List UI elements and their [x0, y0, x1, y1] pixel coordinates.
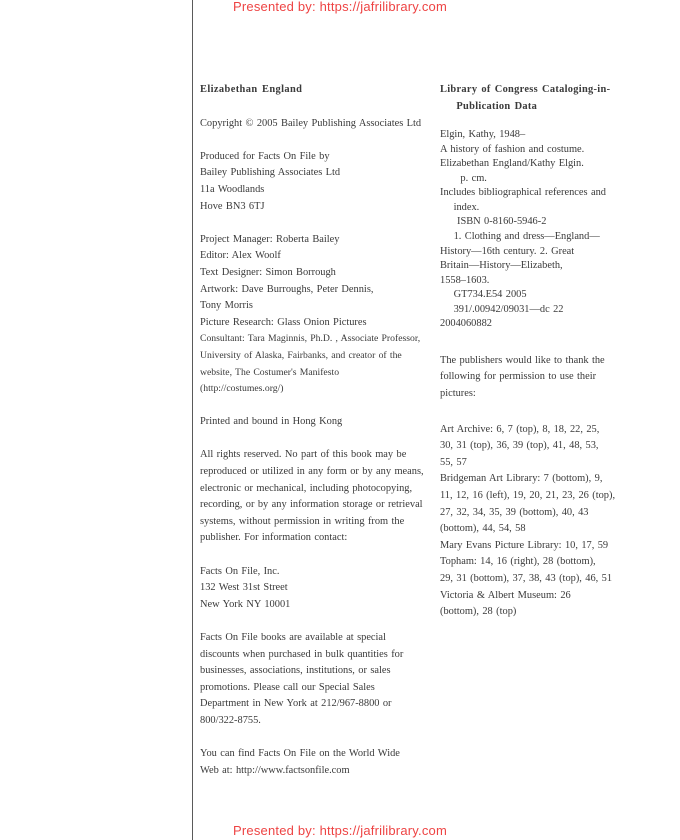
text-line: following for permission to use their	[440, 371, 597, 383]
text-line: Facts On File, Inc.	[200, 565, 280, 577]
picture-credits-block	[440, 422, 640, 621]
text-line: University of Alaska, Fairbanks, and creator of the	[200, 349, 402, 361]
bulk-sales-block	[200, 630, 438, 730]
text-line: Bailey Publishing Associates Ltd	[200, 167, 341, 179]
text-line: reproduced or utilized in any form or by any means,	[200, 466, 424, 478]
text-line: Elgin, Kathy, 1948–	[440, 129, 526, 141]
text-line: Bridgeman Art Library: 7 (bottom), 9,	[440, 473, 603, 485]
text-line: (http://costumes.org/)	[200, 383, 284, 395]
text-line: Editor: Alex Woolf	[200, 250, 281, 262]
text-line: 800/322-8755.	[200, 714, 261, 726]
text-line: Facts On File books are available at special	[200, 632, 386, 643]
watermark-top: Presented by: https://jafrilibrary.com	[233, 0, 447, 14]
text-line: 29, 31 (bottom), 37, 38, 43 (top), 46, 51	[440, 572, 613, 584]
text-line: Victoria & Albert Museum: 26	[440, 589, 571, 601]
text-line: Art Archive: 6, 7 (top), 8, 18, 22, 25,	[440, 423, 600, 435]
copyright-line	[200, 116, 438, 133]
text-line: electronic or mechanical, including photocopying,	[200, 482, 413, 494]
text-line: Artwork: Dave Burroughs, Peter Dennis,	[200, 283, 374, 295]
text-line: 11a Woodlands	[200, 183, 265, 195]
staff-credits-block	[200, 232, 438, 332]
publisher-block	[200, 149, 438, 215]
text-line: ISBN 0-8160-5946-2	[440, 216, 547, 228]
text-line: 11, 12, 16 (left), 19, 20, 21, 23, 26 (top),	[440, 490, 616, 501]
text-line: 1. Clothing and dress—England—	[440, 231, 600, 243]
website-block	[200, 746, 438, 779]
text-line: Hove BN3 6TJ	[200, 200, 265, 212]
loc-cataloging-block	[440, 128, 640, 332]
text-line: The publishers would like to thank the	[440, 354, 605, 366]
text-line: businesses, associations, institutions, or sales	[200, 665, 391, 677]
page-left-rule	[192, 0, 193, 840]
text-line: website, The Costumer's Manifesto	[200, 366, 340, 378]
text-line: Topham: 14, 16 (right), 28 (bottom),	[440, 556, 596, 568]
watermark-bottom: Presented by: https://jafrilibrary.com	[233, 823, 447, 838]
text-line: p. cm.	[440, 172, 487, 184]
text-line: Web at: http://www.factsonfile.com	[200, 764, 350, 776]
text-line: publisher. For information contact:	[200, 532, 348, 544]
printing-block	[200, 414, 438, 431]
right-column	[440, 82, 640, 621]
text-line: Consultant: Tara Maginnis, Ph.D. , Associate Professor,	[200, 333, 421, 345]
text-line: History—16th century. 2. Great	[440, 245, 575, 257]
left-column	[200, 82, 438, 779]
loc-header	[440, 82, 640, 115]
text-line: 27, 32, 34, 35, 39 (bottom), 40, 43	[440, 506, 589, 518]
text-line: systems, without permission in writing from the	[200, 515, 405, 527]
text-line: Publication Data	[440, 100, 538, 112]
text-line: promotions. Please call our Special Sales	[200, 681, 375, 693]
text-line: Copyright © 2005 Bailey Publishing Associates Ltd	[200, 117, 422, 129]
text-line: Mary Evans Picture Library: 10, 17, 59	[440, 539, 609, 551]
text-line: (bottom), 28 (top)	[440, 606, 517, 618]
text-line: A history of fashion and costume.	[440, 143, 585, 155]
text-line: GT734.E54 2005	[440, 289, 527, 301]
text-line: Printed and bound in Hong Kong	[200, 416, 343, 428]
consultant-block	[200, 331, 438, 397]
acknowledgments-block	[440, 353, 640, 403]
text-line: Department in New York at 212/967-8800 or	[200, 698, 392, 710]
publisher-address-block	[200, 564, 438, 614]
text-line: Tony Morris	[200, 300, 253, 312]
text-line: 132 West 31st Street	[200, 582, 288, 594]
text-line: You can find Facts On File on the World Wide	[200, 748, 400, 760]
text-line: Britain—History—Elizabeth,	[440, 260, 563, 272]
text-line: New York NY 10001	[200, 598, 291, 610]
text-line: (bottom), 44, 54, 58	[440, 523, 526, 535]
text-line: recording, or by any information storage or retrieval	[200, 499, 423, 511]
text-line: Project Manager: Roberta Bailey	[200, 233, 340, 245]
text-line: index.	[440, 201, 480, 213]
text-line: Produced for Facts On File by	[200, 150, 330, 162]
text-line: Elizabethan England/Kathy Elgin.	[440, 158, 584, 170]
text-line: 55, 57	[440, 456, 467, 468]
text-line: 1558–1603.	[440, 274, 490, 286]
text-line: 2004060882	[440, 318, 492, 330]
text-line: pictures:	[440, 388, 476, 400]
book-title: Elizabethan England	[200, 84, 303, 95]
text-line: 30, 31 (top), 36, 39 (top), 41, 48, 53,	[440, 440, 599, 452]
text-line: Text Designer: Simon Borrough	[200, 266, 336, 278]
text-line: Picture Research: Glass Onion Pictures	[200, 316, 367, 328]
text-line: Includes bibliographical references and	[440, 187, 606, 199]
text-line: All rights reserved. No part of this book may be	[200, 449, 407, 461]
text-line: discounts when purchased in bulk quantities for	[200, 648, 404, 660]
rights-block	[200, 447, 438, 547]
text-line: 391/.00942/09031—dc 22	[440, 303, 564, 315]
text-line: Library of Congress Cataloging-in-	[440, 84, 611, 95]
